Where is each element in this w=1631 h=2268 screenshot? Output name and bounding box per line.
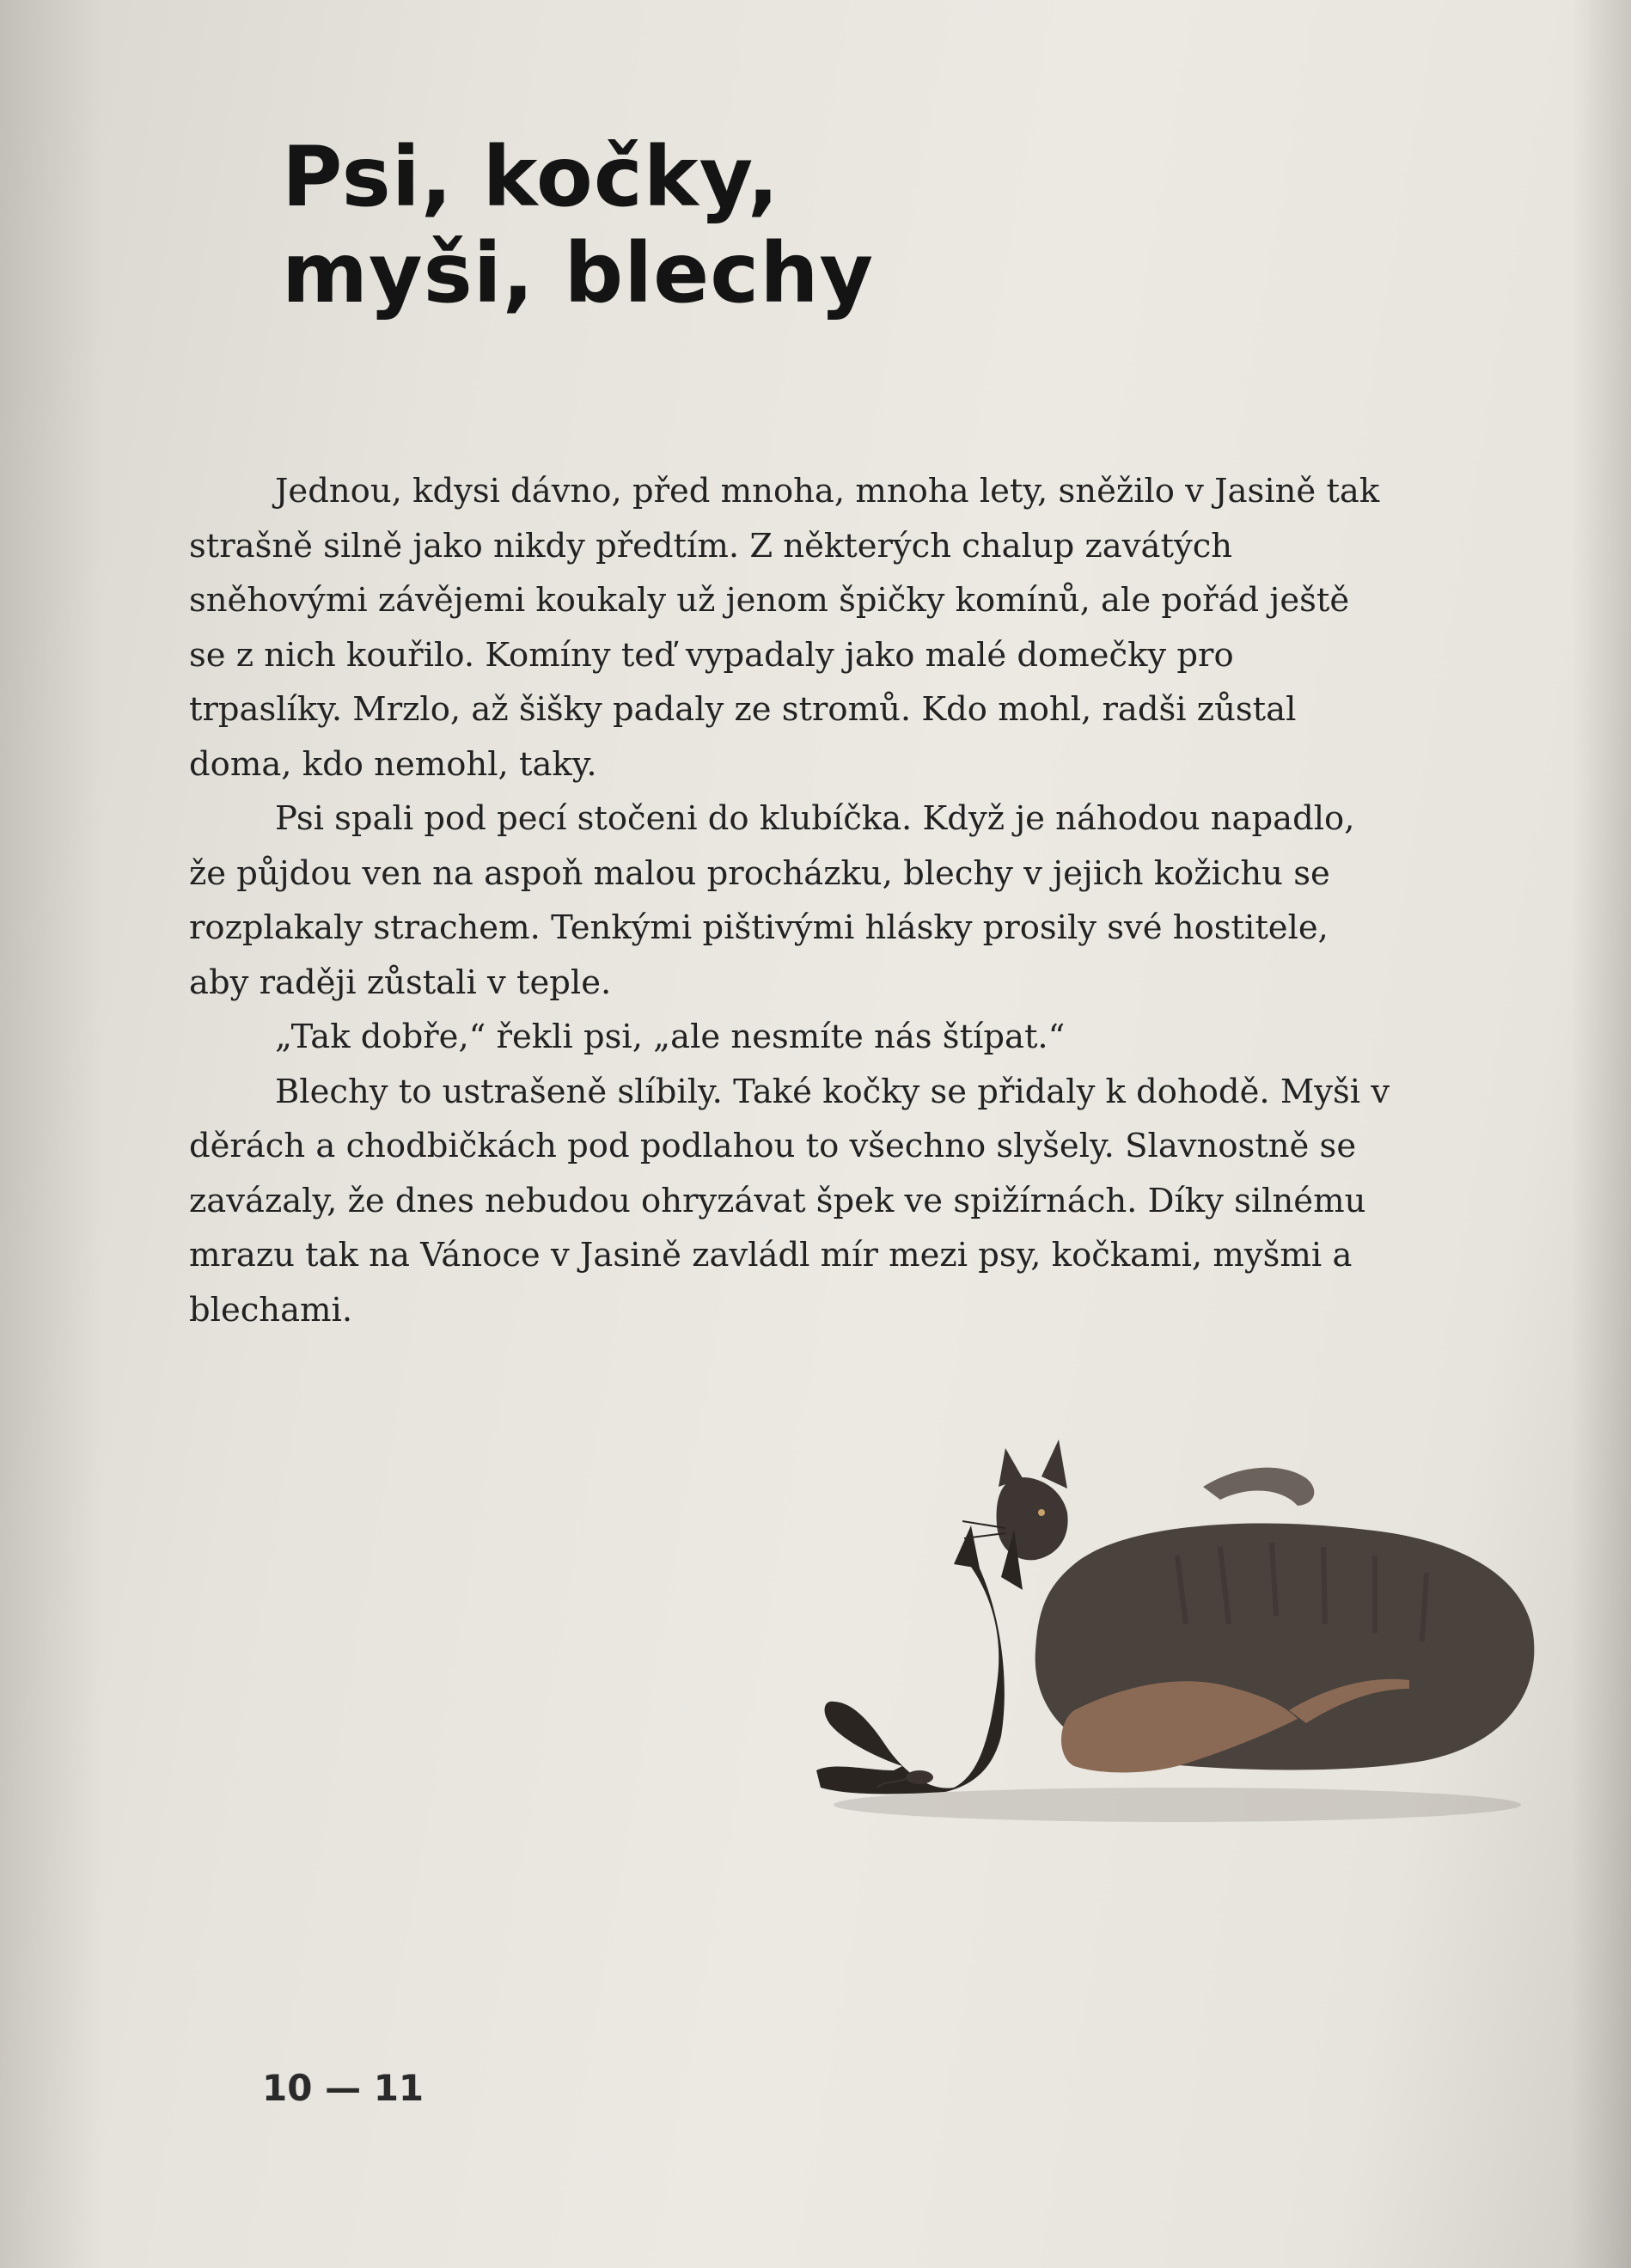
dog-ear-left (954, 1525, 980, 1568)
story-text (189, 464, 1392, 1337)
cat-tail (1203, 1468, 1314, 1506)
page-number: 10 — 11 (262, 2067, 425, 2109)
chapter-title-line-2: myši, blechy (282, 225, 875, 321)
small-cat-body (997, 1477, 1068, 1560)
paragraph: Psi spali pod pecí stočeni do klubíčka. Když je náhodou napadlo, že půjdou ven na aspoň malou procházku, blechy v jejich kožichu se rozplakaly strachem. Tenkými pištivými hlásky prosily své hostitele, aby raději zůstali v teple. (189, 799, 1355, 1002)
ground-shadow (834, 1788, 1521, 1822)
page-shade-right (1571, 0, 1631, 2268)
cat-ear-right (1042, 1440, 1067, 1489)
chapter-title-line-1: Psi, kočky, (282, 129, 780, 225)
page-shade-left (0, 0, 103, 2268)
dog-head (816, 1556, 1005, 1794)
mouse-icon (906, 1770, 933, 1784)
animals-illustration (816, 1427, 1547, 1831)
paragraph: Jednou, kdysi dávno, před mnoha, mnoha lety, sněžilo v Jasině tak strašně silně jako nikdy předtím. Z některých chalup zavátých sněhovými závějemi koukaly už jenom špičky komínů, ale pořád ještě se z nich kouřilo. Komíny teď vypadaly jako malé domečky pro trpaslíky. Mrzlo, až šišky padaly ze stromů. Kdo mohl, radši zůstal doma, kdo nemohl, taky. (189, 472, 1380, 784)
cat-eye (1038, 1509, 1045, 1516)
paragraph: „Tak dobře,“ řekli psi, „ale nesmíte nás štípat.“ (275, 1018, 1066, 1056)
paragraph: Blechy to ustrašeně slíbily. Také kočky se přidaly k dohodě. Myši v děrách a chodbičkách pod podlahou to všechno slyšely. Slavnostně se zavázaly, že dnes nebudou ohryzávat špek ve spižírnách. Díky silnému mrazu tak na Vánoce v Jasině zavládl mír mezi psy, kočkami, myšmi a blechami. (189, 1072, 1390, 1330)
chapter-title (282, 129, 874, 321)
